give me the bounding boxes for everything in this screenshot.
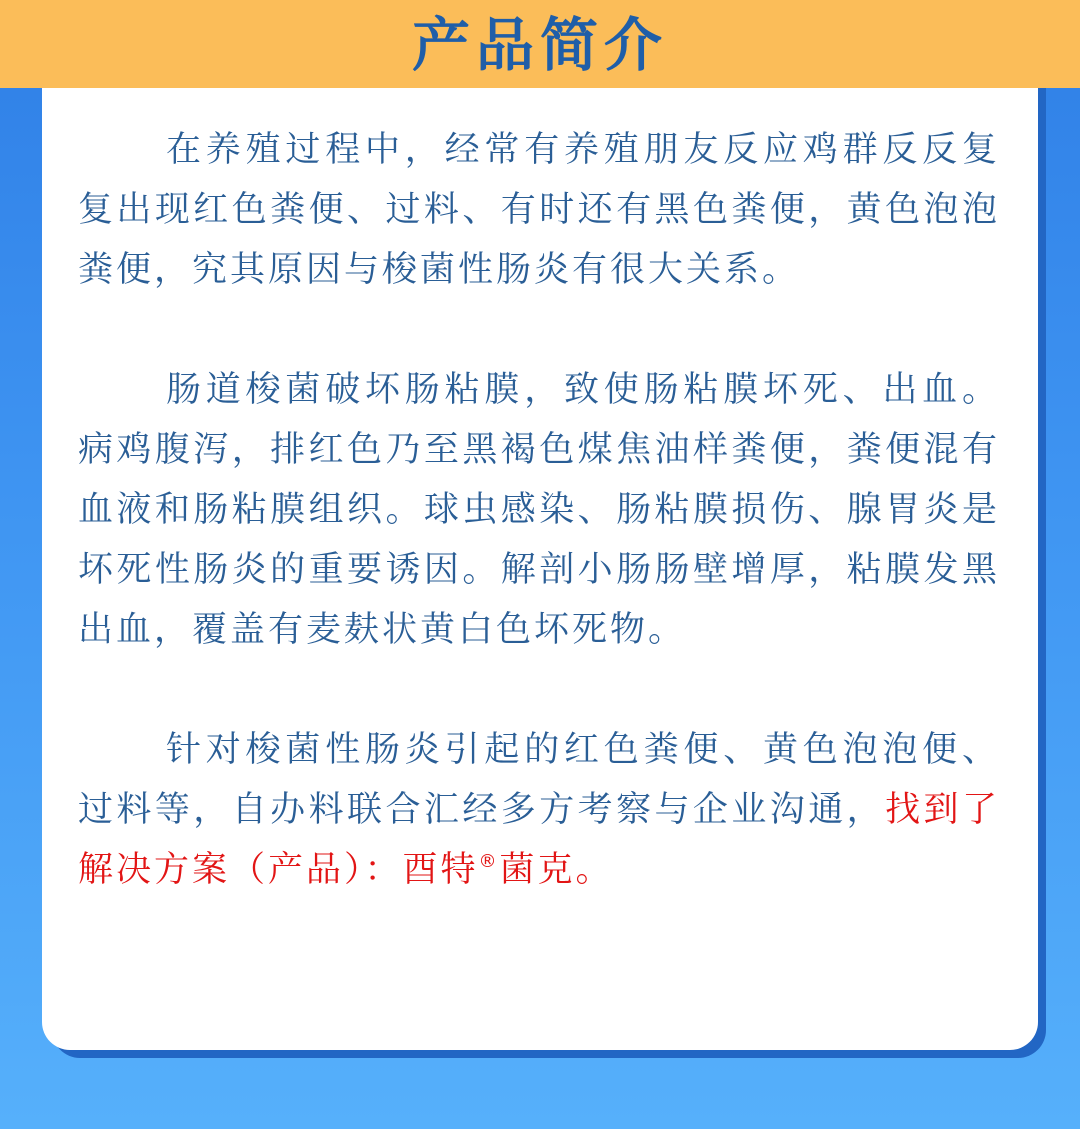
header-banner [0, 0, 1080, 88]
intro-content [78, 120, 1000, 900]
intro-paragraph-3 [78, 720, 1000, 900]
intro-paragraph-2: 肠道梭菌破坏肠粘膜，致使肠粘膜坏死、出血。病鸡腹泻，排红色乃至黑褐色煤焦油样粪便，粪便混有血液和肠粘膜组织。球虫感染、肠粘膜损伤、腺胃炎是坏死性肠炎的重要诱因。解剖小肠肠壁增厚，粘膜发黑出血，覆盖有麦麸状黄白色坏死物。 [78, 370, 1000, 650]
registered-mark: ® [478, 851, 500, 872]
content-card [42, 88, 1038, 1050]
page-title: 产品简介 [411, 11, 668, 79]
intro-paragraph-1: 在养殖过程中，经常有养殖朋友反应鸡群反反复复出现红色粪便、过料、有时还有黑色粪便，黄色泡泡粪便，究其原因与梭菌性肠炎有很大关系。 [78, 130, 1000, 290]
closing-text: 针对梭菌性肠炎引起的红色粪便、黄色泡泡便、过料等，自办料联合汇经多方考察与企业沟通， [78, 730, 1000, 830]
product-name: 菌克。 [499, 850, 614, 890]
solution-text: 找到了解决方案（产品）：酉特 [78, 790, 1000, 890]
